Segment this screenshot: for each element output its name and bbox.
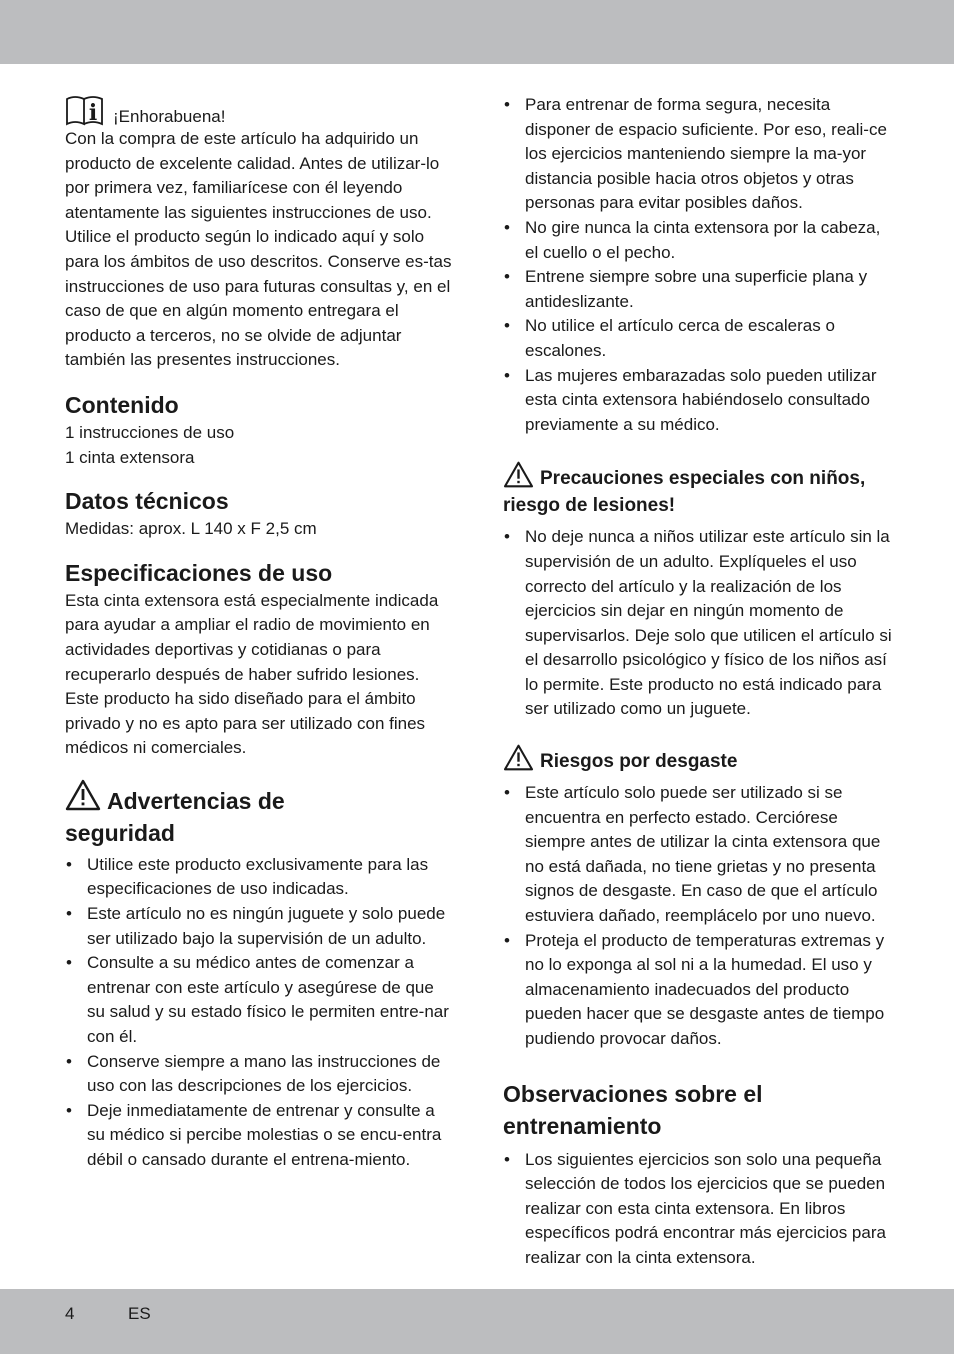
- advertencias-list: [65, 853, 453, 1173]
- list-item: • Utilice este producto exclusivamente para las especificaciones de uso indicadas.: [65, 853, 453, 902]
- section-observaciones: [503, 1078, 893, 1271]
- heading-riesgos-text: Riesgos por desgaste: [540, 751, 738, 773]
- heading-especificaciones: Especificaciones de uso: [65, 559, 333, 586]
- heading-ninos: [503, 461, 893, 519]
- section-datos: [65, 485, 453, 542]
- ninos-list: [503, 525, 893, 722]
- list-item: • Este artículo no es ningún juguete y solo puede ser utilizado bajo la supervisión de un adulto.: [65, 902, 453, 951]
- heading-advertencias-line2: seguridad: [65, 819, 175, 846]
- right-column: [503, 93, 893, 1271]
- observaciones-list: [503, 1148, 893, 1271]
- list-item: • No gire nunca la cinta extensora por la cabeza, el cuello o el pecho.: [503, 216, 893, 265]
- list-item: • Los siguientes ejercicios son solo una pequeña selección de todos los ejercicios que se pueden realizar con esta cinta extensora. En libros específicos podrá encontrar más ejercicios para realizar con la cinta extensora.: [503, 1148, 893, 1271]
- list-item: • No utilice el artículo cerca de escaleras o escalones.: [503, 314, 893, 363]
- section-contenido: [65, 389, 453, 470]
- language-code: ES: [128, 1304, 151, 1323]
- left-column: [65, 93, 453, 1173]
- header-band: [0, 0, 954, 64]
- section-riesgos: [503, 744, 893, 1052]
- heading-riesgos: [503, 744, 893, 775]
- list-item: • Conserve siempre a mano las instrucciones de uso con las descripciones de los ejercicios.: [65, 1050, 453, 1099]
- heading-advertencias: [65, 779, 453, 849]
- heading-advertencias-line1: Advertencias de: [107, 787, 285, 814]
- heading-contenido: Contenido: [65, 391, 179, 418]
- list-item: • Este artículo solo puede ser utilizado si se encuentra en perfecto estado. Cerciórese siempre antes de utilizar la cinta extensora que no está dañada, no tiene grietas y no presenta signos de desgaste. En caso de que el artículo estuviera dañado, reemplácelo por uno nuevo.: [503, 781, 893, 929]
- section-especificaciones: [65, 557, 453, 761]
- riesgos-list: [503, 781, 893, 1052]
- manual-info-icon: [65, 93, 105, 127]
- contenido-item: 1 cinta extensora: [65, 447, 195, 467]
- datos-text: Medidas: aprox. L 140 x F 2,5 cm: [65, 519, 317, 539]
- greeting-line: [65, 93, 453, 127]
- contenido-item: 1 instrucciones de uso: [65, 422, 235, 442]
- section-ninos: [503, 461, 893, 722]
- list-item: • Las mujeres embarazadas solo pueden utilizar esta cinta extensora habiéndoselo consultado previamente a su médico.: [503, 364, 893, 438]
- heading-observaciones-line1: Observaciones sobre el: [503, 1080, 763, 1107]
- list-item: • Para entrenar de forma segura, necesita disponer de espacio suficiente. Por eso, reali-ce los ejercicios manteniendo siempre la ma-yor distancia posible hacia otros objetos y otras personas para evitar posibles daños.: [503, 93, 893, 216]
- heading-observaciones-line2: entrenamiento: [503, 1112, 662, 1139]
- heading-ninos-text: Precauciones especiales con niños, riesgo de lesiones!: [503, 468, 866, 517]
- warning-triangle-icon: [503, 744, 534, 771]
- intro-text: Con la compra de este artículo ha adquirido un producto de excelente calidad. Antes de utilizar-lo por primera vez, familiarícese con él leyendo atentamente las siguientes instrucciones de uso. Utilice el producto según lo indicado aquí y solo para los ámbitos de uso descritos. Conserve es-tas instrucciones de uso para futuras consultas y, en el caso de que en algún momento entregara el producto a terceros, no se olvide de adjuntar también las presentes instrucciones.: [65, 129, 452, 370]
- list-item: • Entrene siempre sobre una superficie plana y antideslizante.: [503, 265, 893, 314]
- greeting: ¡Enhorabuena!: [113, 107, 226, 126]
- warning-triangle-icon: [65, 779, 101, 811]
- warning-triangle-icon: [503, 461, 534, 488]
- page-number: 4: [65, 1304, 75, 1323]
- list-item: • No deje nunca a niños utilizar este artículo sin la supervisión de un adulto. Explíqueles el uso correcto del artículo y la realización de los ejercicios sin dejar en ningún momento de supervisarlos. Deje solo que utilicen el artículo si el desarrollo psicológico y físico de los niños así lo permite. Este producto no está indicado para ser utilizado como un juguete.: [503, 525, 893, 722]
- especificaciones-text: Esta cinta extensora está especialmente indicada para ayudar a ampliar el radio de movimiento en actividades deportivas y cotidianas o para recuperarlo después de haber sufrido lesiones. Este producto ha sido diseñado para el ámbito privado y no es apto para ser utilizado con fines médicos ni comerciales.: [65, 590, 439, 758]
- heading-datos: Datos técnicos: [65, 488, 229, 515]
- list-item: • Proteja el producto de temperaturas extremas y no lo exponga al sol ni a la humedad. El uso y almacenamiento inadecuados del producto pueden hacer que se desgaste antes de tiempo pudiendo provocar daños.: [503, 929, 893, 1052]
- heading-observaciones: [503, 1078, 893, 1142]
- svg-text:i: i: [88, 100, 98, 126]
- advertencias-list-continued: [503, 93, 893, 437]
- list-item: • Deje inmediatamente de entrenar y consulte a su médico si percibe molestias o se encu-entra débil o cansado durante el entrena-miento.: [65, 1099, 453, 1173]
- section-advertencias: [65, 779, 453, 1173]
- list-item: • Consulte a su médico antes de comenzar a entrenar con este artículo y asegúrese de que su salud y su estado físico le permiten entre-nar con él.: [65, 951, 453, 1049]
